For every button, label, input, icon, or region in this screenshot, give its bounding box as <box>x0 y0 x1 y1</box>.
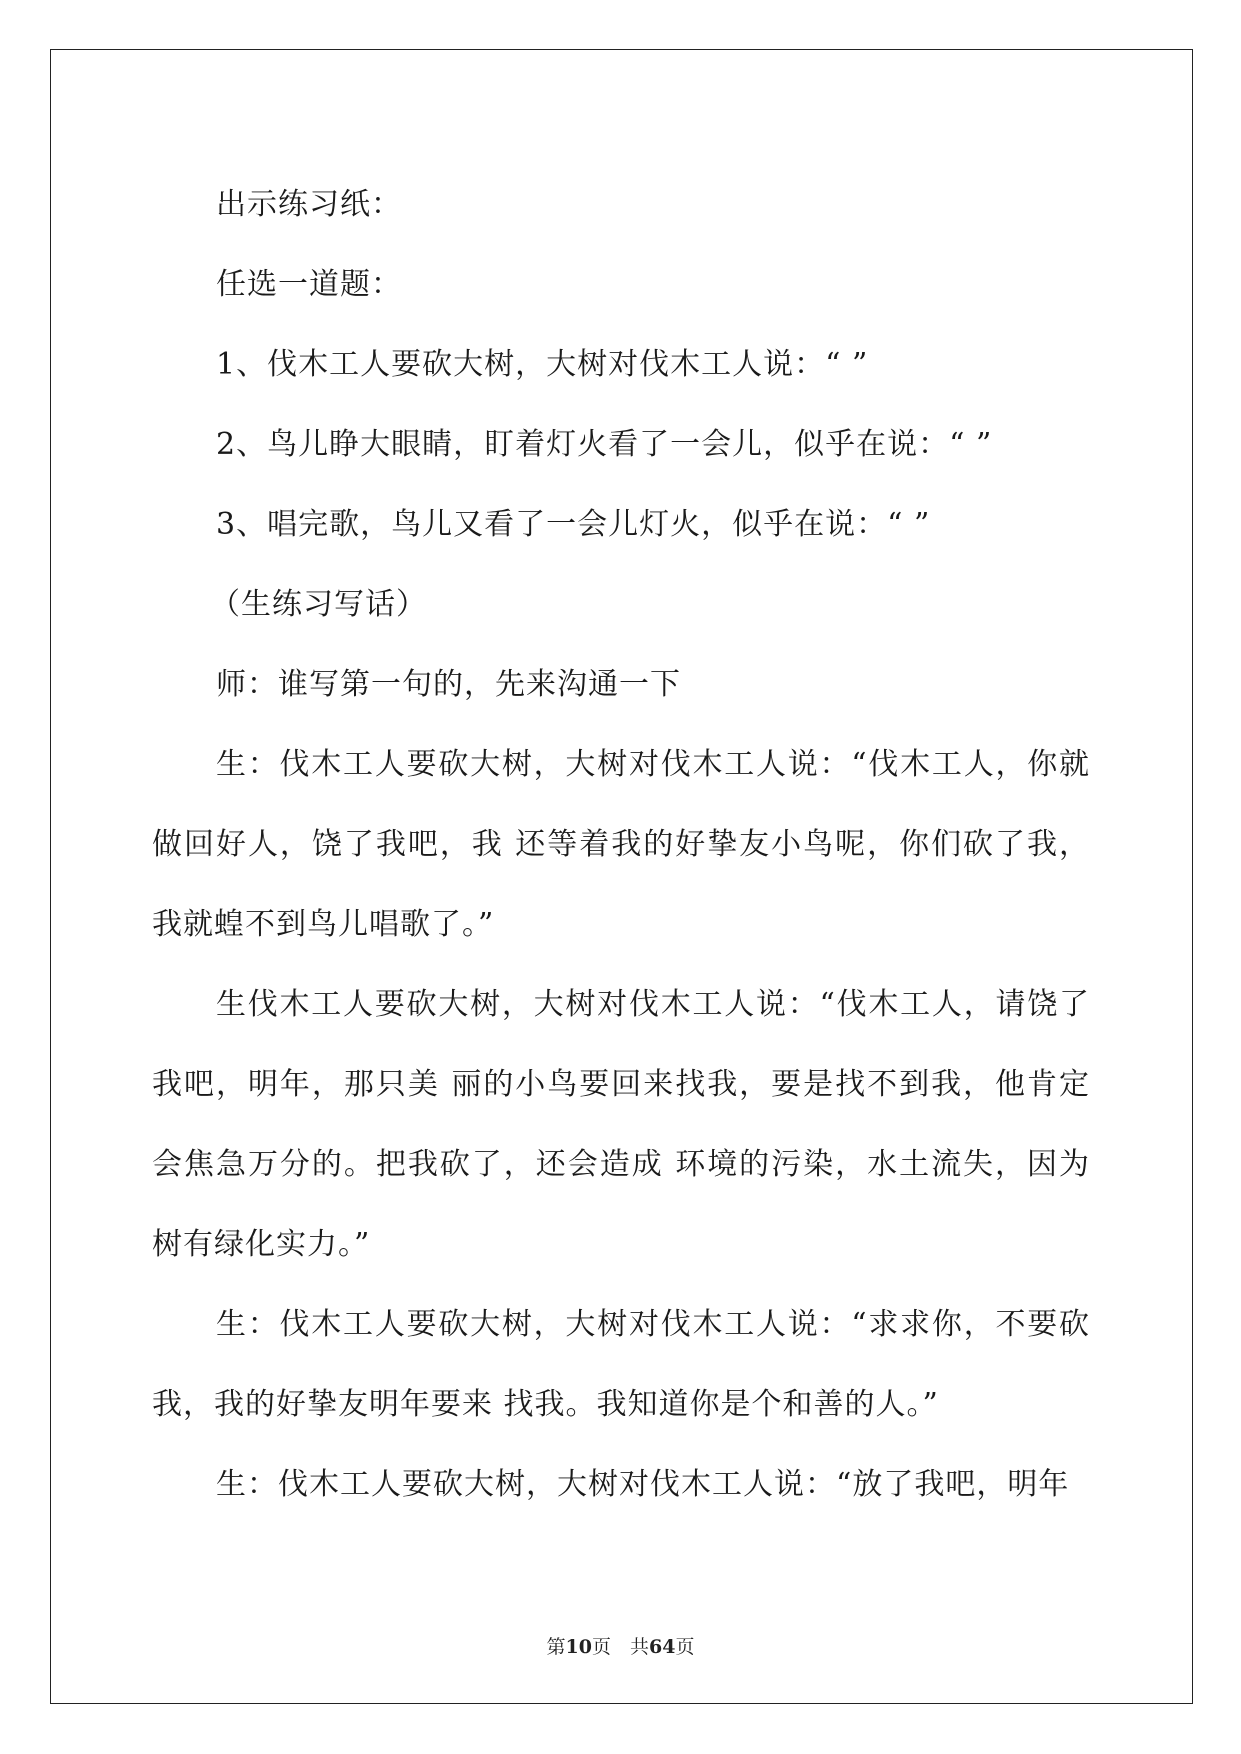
paragraph: 生：伐木工人要砍大树，大树对伐木工人说：“求求你，不要砍我，我的好挚友明年要来 找我。我知道你是个和善的人。” <box>152 1307 1090 1422</box>
document-body <box>152 165 1090 1525</box>
footer-page-suffix: 页 <box>675 1636 695 1658</box>
paragraph: 任选一道题： <box>216 267 402 302</box>
paragraph: 生：伐木工人要砍大树，大树对伐木工人说：“伐木工人，你就做回好人，饶了我吧，我 还等着我的好挚友小鸟呢，你们砍了我，我就蝗不到鸟儿唱歌了。” <box>152 747 1090 942</box>
paragraph: 3、唱完歌，鸟儿又看了一会儿灯火，似乎在说：“ ” <box>216 507 931 542</box>
footer-page-number: 10 <box>565 1636 592 1658</box>
paragraph: 师：谁写第一句的，先来沟通一下 <box>216 667 681 702</box>
paragraph: 生：伐木工人要砍大树，大树对伐木工人说：“放了我吧，明年 <box>216 1467 1070 1502</box>
paragraph: 出示练习纸： <box>216 187 402 222</box>
page-footer <box>0 1632 1241 1659</box>
paragraph: 1、伐木工人要砍大树，大树对伐木工人说：“ ” <box>216 347 869 382</box>
footer-page-mid: 页 共 <box>591 1636 649 1658</box>
paragraph: （生练习写话） <box>210 587 427 622</box>
paragraph: 生伐木工人要砍大树，大树对伐木工人说：“伐木工人，请饶了我吧，明年，那只美 丽的小鸟要回来找我，要是找不到我，他肯定会焦急万分的。把我砍了，还会造成 环境的污染，水土流失，因为树有绿化实力。” <box>152 987 1090 1262</box>
paragraph: 2、鸟儿睁大眼睛，盯着灯火看了一会儿，似乎在说：“ ” <box>216 427 993 462</box>
footer-page-total: 64 <box>649 1636 676 1658</box>
footer-page-prefix: 第 <box>546 1636 566 1658</box>
